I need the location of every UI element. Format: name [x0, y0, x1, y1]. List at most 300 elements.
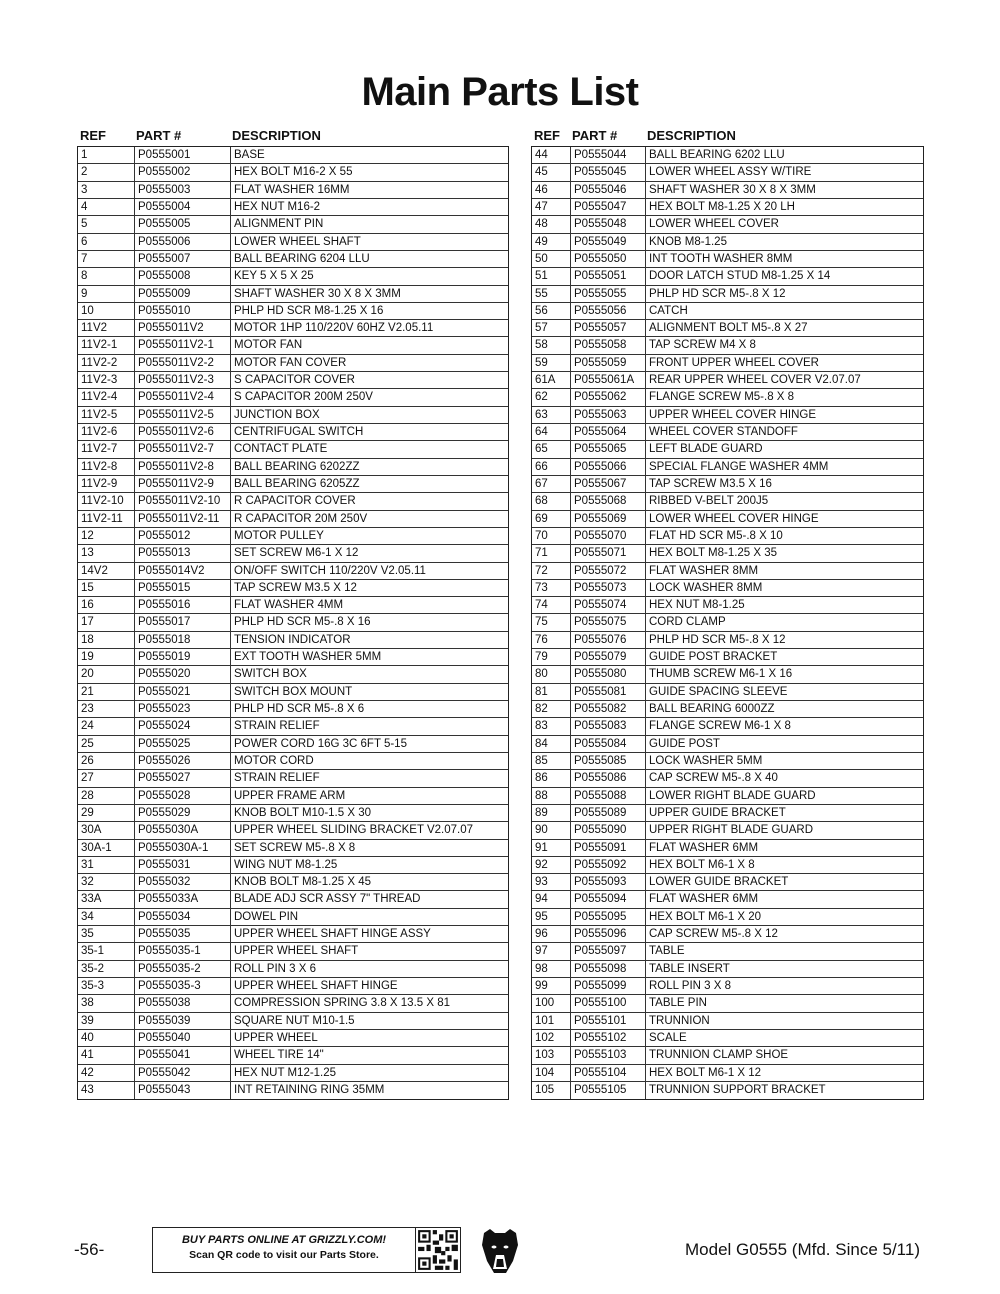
part-number-cell: P0555050 [570, 251, 645, 267]
ref-cell: 17 [81, 616, 94, 629]
part-number-cell: P0555102 [570, 1030, 645, 1046]
ref-cell: 95 [535, 910, 548, 923]
ref-cell: 102 [535, 1031, 555, 1044]
part-number-cell: P0555067 [570, 476, 645, 492]
parts-table-left [77, 126, 509, 1100]
table-row [78, 684, 508, 701]
ref-cell: 28 [81, 789, 94, 802]
part-number-cell: P0555034 [134, 909, 230, 925]
description-cell: S CAPACITOR 200M 250V [230, 389, 508, 405]
part-number-cell: P0555014V2 [134, 563, 230, 579]
table-row [78, 597, 508, 614]
part-number-cell: P0555074 [570, 597, 645, 613]
ref-cell: 33A [81, 893, 102, 906]
description-cell: TAP SCREW M3.5 X 16 [645, 476, 923, 492]
description-cell: FLAT WASHER 6MM [645, 891, 923, 907]
description-cell: UPPER WHEEL SHAFT HINGE [230, 978, 508, 994]
ref-cell: 68 [535, 495, 548, 508]
ref-cell: 29 [81, 806, 94, 819]
table-row [532, 614, 923, 631]
part-number-cell: P0555040 [134, 1030, 230, 1046]
ref-cell: 3 [81, 183, 88, 196]
ref-cell: 11V2-10 [81, 495, 124, 508]
description-cell: MOTOR FAN COVER [230, 355, 508, 371]
header-ref: REF [80, 128, 106, 143]
table-row [532, 580, 923, 597]
ref-cell: 42 [81, 1066, 94, 1079]
ref-cell: 35-2 [81, 962, 105, 975]
part-number-cell: P0555011V2-6 [134, 424, 230, 440]
table-row [78, 718, 508, 735]
description-cell: FLAT WASHER 4MM [230, 597, 508, 613]
table-row [532, 268, 923, 285]
part-number-cell: P0555017 [134, 614, 230, 630]
part-number-cell: P0555011V2-11 [134, 511, 230, 527]
description-cell: HEX NUT M16-2 [230, 199, 508, 215]
description-cell: RIBBED V-BELT 200J5 [645, 493, 923, 509]
description-cell: ROLL PIN 3 X 6 [230, 961, 508, 977]
part-number-cell: P0555093 [570, 874, 645, 890]
part-number-cell: P0555043 [134, 1082, 230, 1099]
ref-cell: 88 [535, 789, 548, 802]
table-row [78, 909, 508, 926]
part-number-cell: P0555028 [134, 788, 230, 804]
description-cell: REAR UPPER WHEEL COVER V2.07.07 [645, 372, 923, 388]
table-row [78, 840, 508, 857]
part-number-cell: P0555032 [134, 874, 230, 890]
description-cell: SET SCREW M5-.8 X 8 [230, 840, 508, 856]
table-row [78, 511, 508, 528]
description-cell: UPPER WHEEL SLIDING BRACKET V2.07.07 [230, 822, 508, 838]
model-label: Model G0555 (Mfd. Since 5/11) [685, 1240, 920, 1259]
part-number-cell: P0555005 [134, 216, 230, 232]
ref-cell: 39 [81, 1014, 94, 1027]
part-number-cell: P0555030A [134, 822, 230, 838]
part-number-cell: P0555031 [134, 857, 230, 873]
table-row [532, 545, 923, 562]
ref-cell: 25 [81, 737, 94, 750]
ref-cell: 84 [535, 737, 548, 750]
ref-cell: 55 [535, 287, 548, 300]
part-number-cell: P0555035-2 [134, 961, 230, 977]
description-cell: ON/OFF SWITCH 110/220V V2.05.11 [230, 563, 508, 579]
part-number-cell: P0555001 [134, 147, 230, 163]
part-number-cell: P0555091 [570, 840, 645, 856]
part-number-cell: P0555011V2-9 [134, 476, 230, 492]
ref-cell: 50 [535, 252, 548, 265]
description-cell: PHLP HD SCR M8-1.25 X 16 [230, 303, 508, 319]
table-row [78, 441, 508, 458]
ref-cell: 35-1 [81, 945, 105, 958]
ref-cell: 94 [535, 893, 548, 906]
ref-cell: 11V2 [81, 322, 108, 335]
ref-cell: 13 [81, 547, 94, 560]
table-row [78, 389, 508, 406]
table-row [532, 701, 923, 718]
part-number-cell: P0555003 [134, 182, 230, 198]
part-number-cell: P0555045 [570, 164, 645, 180]
ref-cell: 62 [535, 391, 548, 404]
description-cell: TAP SCREW M4 X 8 [645, 337, 923, 353]
description-cell: FLANGE SCREW M5-.8 X 8 [645, 389, 923, 405]
ref-cell: 45 [535, 166, 548, 179]
description-cell: EXT TOOTH WASHER 5MM [230, 649, 508, 665]
ref-cell: 46 [535, 183, 548, 196]
header-part: PART # [136, 128, 182, 143]
table-row [78, 286, 508, 303]
part-number-cell: P0555011V2-1 [134, 337, 230, 353]
part-number-cell: P0555021 [134, 684, 230, 700]
table-row [78, 580, 508, 597]
part-number-cell: P0555095 [570, 909, 645, 925]
description-cell: R CAPACITOR COVER [230, 493, 508, 509]
description-cell: CAP SCREW M5-.8 X 40 [645, 770, 923, 786]
table-row [532, 788, 923, 805]
table-row [532, 874, 923, 891]
description-cell: BLADE ADJ SCR ASSY 7" THREAD [230, 891, 508, 907]
ref-cell: 41 [81, 1049, 94, 1062]
table-body [77, 146, 509, 1100]
table-row [532, 961, 923, 978]
part-number-cell: P0555011V2 [134, 320, 230, 336]
table-row [78, 476, 508, 493]
header-ref: REF [534, 128, 560, 143]
ref-cell: 31 [81, 858, 94, 871]
table-row [78, 943, 508, 960]
description-cell: PHLP HD SCR M5-.8 X 12 [645, 632, 923, 648]
ref-cell: 35 [81, 928, 94, 941]
description-cell: KEY 5 X 5 X 25 [230, 268, 508, 284]
ref-cell: 44 [535, 149, 548, 161]
table-row [78, 234, 508, 251]
ref-cell: 66 [535, 460, 548, 473]
part-number-cell: P0555076 [570, 632, 645, 648]
description-cell: CAP SCREW M5-.8 X 12 [645, 926, 923, 942]
table-row [532, 511, 923, 528]
description-cell: HEX BOLT M6-1 X 8 [645, 857, 923, 873]
table-row [78, 545, 508, 562]
ref-cell: 101 [535, 1014, 555, 1027]
table-row [78, 614, 508, 631]
table-row [532, 891, 923, 908]
header-description: DESCRIPTION [232, 128, 321, 143]
description-cell: CORD CLAMP [645, 614, 923, 630]
description-cell: SQUARE NUT M10-1.5 [230, 1013, 508, 1029]
part-number-cell: P0555069 [570, 511, 645, 527]
description-cell: LOWER GUIDE BRACKET [645, 874, 923, 890]
description-cell: LOWER RIGHT BLADE GUARD [645, 788, 923, 804]
table-row [532, 666, 923, 683]
part-number-cell: P0555073 [570, 580, 645, 596]
ref-cell: 20 [81, 668, 94, 681]
description-cell: TRUNNION SUPPORT BRACKET [645, 1082, 923, 1099]
table-row [532, 164, 923, 181]
parts-store-banner[interactable] [152, 1227, 461, 1273]
part-number-cell: P0555035 [134, 926, 230, 942]
table-row [532, 753, 923, 770]
ref-cell: 14V2 [81, 564, 108, 577]
part-number-cell: P0555019 [134, 649, 230, 665]
description-cell: WHEEL COVER STANDOFF [645, 424, 923, 440]
description-cell: UPPER WHEEL SHAFT [230, 943, 508, 959]
description-cell: MOTOR 1HP 110/220V 60HZ V2.05.11 [230, 320, 508, 336]
description-cell: HEX BOLT M6-1 X 12 [645, 1065, 923, 1081]
table-row [532, 441, 923, 458]
ref-cell: 6 [81, 235, 88, 248]
description-cell: FLAT HD SCR M5-.8 X 10 [645, 528, 923, 544]
part-number-cell: P0555008 [134, 268, 230, 284]
table-row [78, 666, 508, 683]
ref-cell: 98 [535, 962, 548, 975]
description-cell: ALIGNMENT PIN [230, 216, 508, 232]
description-cell: LOCK WASHER 8MM [645, 580, 923, 596]
table-row [532, 459, 923, 476]
ref-cell: 58 [535, 339, 548, 352]
ref-cell: 82 [535, 703, 548, 715]
part-number-cell: P0555048 [570, 216, 645, 232]
ref-cell: 90 [535, 824, 548, 837]
part-number-cell: P0555009 [134, 286, 230, 302]
ref-cell: 11V2-11 [81, 512, 123, 525]
description-cell: HEX BOLT M8-1.25 X 20 LH [645, 199, 923, 215]
ref-cell: 61A [535, 374, 556, 387]
table-row [78, 251, 508, 268]
description-cell: MOTOR PULLEY [230, 528, 508, 544]
description-cell: GUIDE POST [645, 736, 923, 752]
part-number-cell: P0555011V2-2 [134, 355, 230, 371]
part-number-cell: P0555018 [134, 632, 230, 648]
part-number-cell: P0555004 [134, 199, 230, 215]
part-number-cell: P0555099 [570, 978, 645, 994]
table-row [78, 320, 508, 337]
table-row [78, 424, 508, 441]
ref-cell: 47 [535, 200, 548, 213]
ref-cell: 92 [535, 858, 548, 871]
part-number-cell: P0555016 [134, 597, 230, 613]
table-row [78, 182, 508, 199]
description-cell: JUNCTION BOX [230, 407, 508, 423]
table-row [532, 303, 923, 320]
ref-cell: 18 [81, 633, 94, 646]
part-number-cell: P0555096 [570, 926, 645, 942]
ref-cell: 96 [535, 928, 548, 941]
description-cell: FLAT WASHER 6MM [645, 840, 923, 856]
table-row [532, 424, 923, 441]
table-row [78, 216, 508, 233]
ref-cell: 91 [535, 841, 548, 854]
part-number-cell: P0555041 [134, 1047, 230, 1063]
description-cell: HEX BOLT M6-1 X 20 [645, 909, 923, 925]
table-row [532, 234, 923, 251]
description-cell: POWER CORD 16G 3C 6FT 5-15 [230, 736, 508, 752]
table-row [532, 528, 923, 545]
part-number-cell: P0555011V2-4 [134, 389, 230, 405]
description-cell: SCALE [645, 1030, 923, 1046]
part-number-cell: P0555042 [134, 1065, 230, 1081]
table-row [78, 632, 508, 649]
description-cell: LOWER WHEEL ASSY W/TIRE [645, 164, 923, 180]
ref-cell: 57 [535, 322, 548, 335]
description-cell: ALIGNMENT BOLT M5-.8 X 27 [645, 320, 923, 336]
table-row [532, 1047, 923, 1064]
table-header [531, 126, 924, 146]
description-cell: ROLL PIN 3 X 8 [645, 978, 923, 994]
table-row [532, 199, 923, 216]
part-number-cell: P0555075 [570, 614, 645, 630]
part-number-cell: P0555015 [134, 580, 230, 596]
ref-cell: 11V2-9 [81, 477, 118, 490]
part-number-cell: P0555029 [134, 805, 230, 821]
table-row [532, 978, 923, 995]
description-cell: PHLP HD SCR M5-.8 X 6 [230, 701, 508, 717]
part-number-cell: P0555030A-1 [134, 840, 230, 856]
description-cell: SPECIAL FLANGE WASHER 4MM [645, 459, 923, 475]
ref-cell: 103 [535, 1049, 555, 1062]
description-cell: UPPER WHEEL [230, 1030, 508, 1046]
table-row [532, 372, 923, 389]
description-cell: BALL BEARING 6000ZZ [645, 701, 923, 717]
table-row [532, 718, 923, 735]
description-cell: DOOR LATCH STUD M8-1.25 X 14 [645, 268, 923, 284]
part-number-cell: P0555010 [134, 303, 230, 319]
ref-cell: 89 [535, 806, 548, 819]
ref-cell: 97 [535, 945, 548, 958]
table-row [532, 1030, 923, 1047]
description-cell: PHLP HD SCR M5-.8 X 16 [230, 614, 508, 630]
ref-cell: 11V2-2 [81, 356, 118, 369]
description-cell: SHAFT WASHER 30 X 8 X 3MM [645, 182, 923, 198]
table-row [532, 563, 923, 580]
description-cell: CENTRIFUGAL SWITCH [230, 424, 508, 440]
part-number-cell: P0555097 [570, 943, 645, 959]
page-number: -56- [74, 1240, 105, 1259]
description-cell: UPPER RIGHT BLADE GUARD [645, 822, 923, 838]
description-cell: GUIDE SPACING SLEEVE [645, 684, 923, 700]
ref-cell: 73 [535, 581, 548, 594]
table-row [532, 493, 923, 510]
ref-cell: 56 [535, 304, 548, 317]
qr-code-icon[interactable] [415, 1228, 460, 1272]
ref-cell: 76 [535, 633, 548, 646]
ref-cell: 105 [535, 1083, 555, 1096]
description-cell: PHLP HD SCR M5-.8 X 12 [645, 286, 923, 302]
table-row [532, 649, 923, 666]
table-row [532, 476, 923, 493]
part-number-cell: P0555086 [570, 770, 645, 786]
part-number-cell: P0555020 [134, 666, 230, 682]
ref-cell: 81 [535, 685, 548, 698]
table-row [532, 909, 923, 926]
table-row [78, 1013, 508, 1030]
ref-cell: 21 [81, 685, 94, 698]
part-number-cell: P0555090 [570, 822, 645, 838]
ref-cell: 34 [81, 910, 94, 923]
table-row [532, 926, 923, 943]
ref-cell: 49 [535, 235, 548, 248]
part-number-cell: P0555079 [570, 649, 645, 665]
description-cell: TABLE PIN [645, 995, 923, 1011]
ref-cell: 99 [535, 980, 548, 992]
part-number-cell: P0555080 [570, 666, 645, 682]
description-cell: UPPER WHEEL SHAFT HINGE ASSY [230, 926, 508, 942]
part-number-cell: P0555072 [570, 563, 645, 579]
table-row [78, 1065, 508, 1082]
ref-cell: 64 [535, 426, 548, 438]
ref-cell: 85 [535, 754, 548, 767]
table-row [78, 701, 508, 718]
ref-cell: 30A [81, 824, 102, 837]
part-number-cell: P0555012 [134, 528, 230, 544]
ref-cell: 72 [535, 564, 548, 577]
description-cell: UPPER WHEEL COVER HINGE [645, 407, 923, 423]
table-row [78, 372, 508, 389]
part-number-cell: P0555100 [570, 995, 645, 1011]
part-number-cell: P0555066 [570, 459, 645, 475]
description-cell: COMPRESSION SPRING 3.8 X 13.5 X 81 [230, 995, 508, 1011]
ref-cell: 86 [535, 772, 548, 785]
table-row [78, 493, 508, 510]
table-row [78, 407, 508, 424]
ref-cell: 69 [535, 512, 548, 525]
ref-cell: 51 [535, 270, 548, 283]
ref-cell: 24 [81, 720, 94, 733]
table-row [78, 805, 508, 822]
part-number-cell: P0555071 [570, 545, 645, 561]
table-row [78, 563, 508, 580]
ref-cell: 35-3 [81, 980, 105, 992]
ref-cell: 1 [81, 149, 88, 161]
part-number-cell: P0555083 [570, 718, 645, 734]
table-row [78, 978, 508, 995]
description-cell: KNOB BOLT M8-1.25 X 45 [230, 874, 508, 890]
description-cell: S CAPACITOR COVER [230, 372, 508, 388]
part-number-cell: P0555011V2-10 [134, 493, 230, 509]
part-number-cell: P0555061A [570, 372, 645, 388]
table-row [532, 182, 923, 199]
ref-cell: 11V2-3 [81, 374, 118, 387]
description-cell: SHAFT WASHER 30 X 8 X 3MM [230, 286, 508, 302]
part-number-cell: P0555007 [134, 251, 230, 267]
description-cell: BALL BEARING 6202 LLU [645, 147, 923, 163]
part-number-cell: P0555055 [570, 286, 645, 302]
part-number-cell: P0555065 [570, 441, 645, 457]
description-cell: FLAT WASHER 8MM [645, 563, 923, 579]
table-row [532, 251, 923, 268]
grizzly-bear-logo-icon [480, 1227, 520, 1275]
table-row [532, 632, 923, 649]
ref-cell: 32 [81, 876, 94, 889]
table-row [532, 216, 923, 233]
table-row [532, 857, 923, 874]
ref-cell: 5 [81, 218, 88, 231]
part-number-cell: P0555011V2-8 [134, 459, 230, 475]
part-number-cell: P0555098 [570, 961, 645, 977]
ref-cell: 100 [535, 997, 555, 1010]
table-row [532, 736, 923, 753]
description-cell: TABLE [645, 943, 923, 959]
table-row [78, 788, 508, 805]
table-row [78, 164, 508, 181]
description-cell: STRAIN RELIEF [230, 718, 508, 734]
ref-cell: 38 [81, 997, 94, 1010]
table-row [78, 1082, 508, 1099]
ref-cell: 70 [535, 529, 548, 542]
description-cell: TRUNNION CLAMP SHOE [645, 1047, 923, 1063]
table-row [78, 649, 508, 666]
ref-cell: 7 [81, 252, 88, 265]
part-number-cell: P0555105 [570, 1082, 645, 1099]
table-row [78, 857, 508, 874]
